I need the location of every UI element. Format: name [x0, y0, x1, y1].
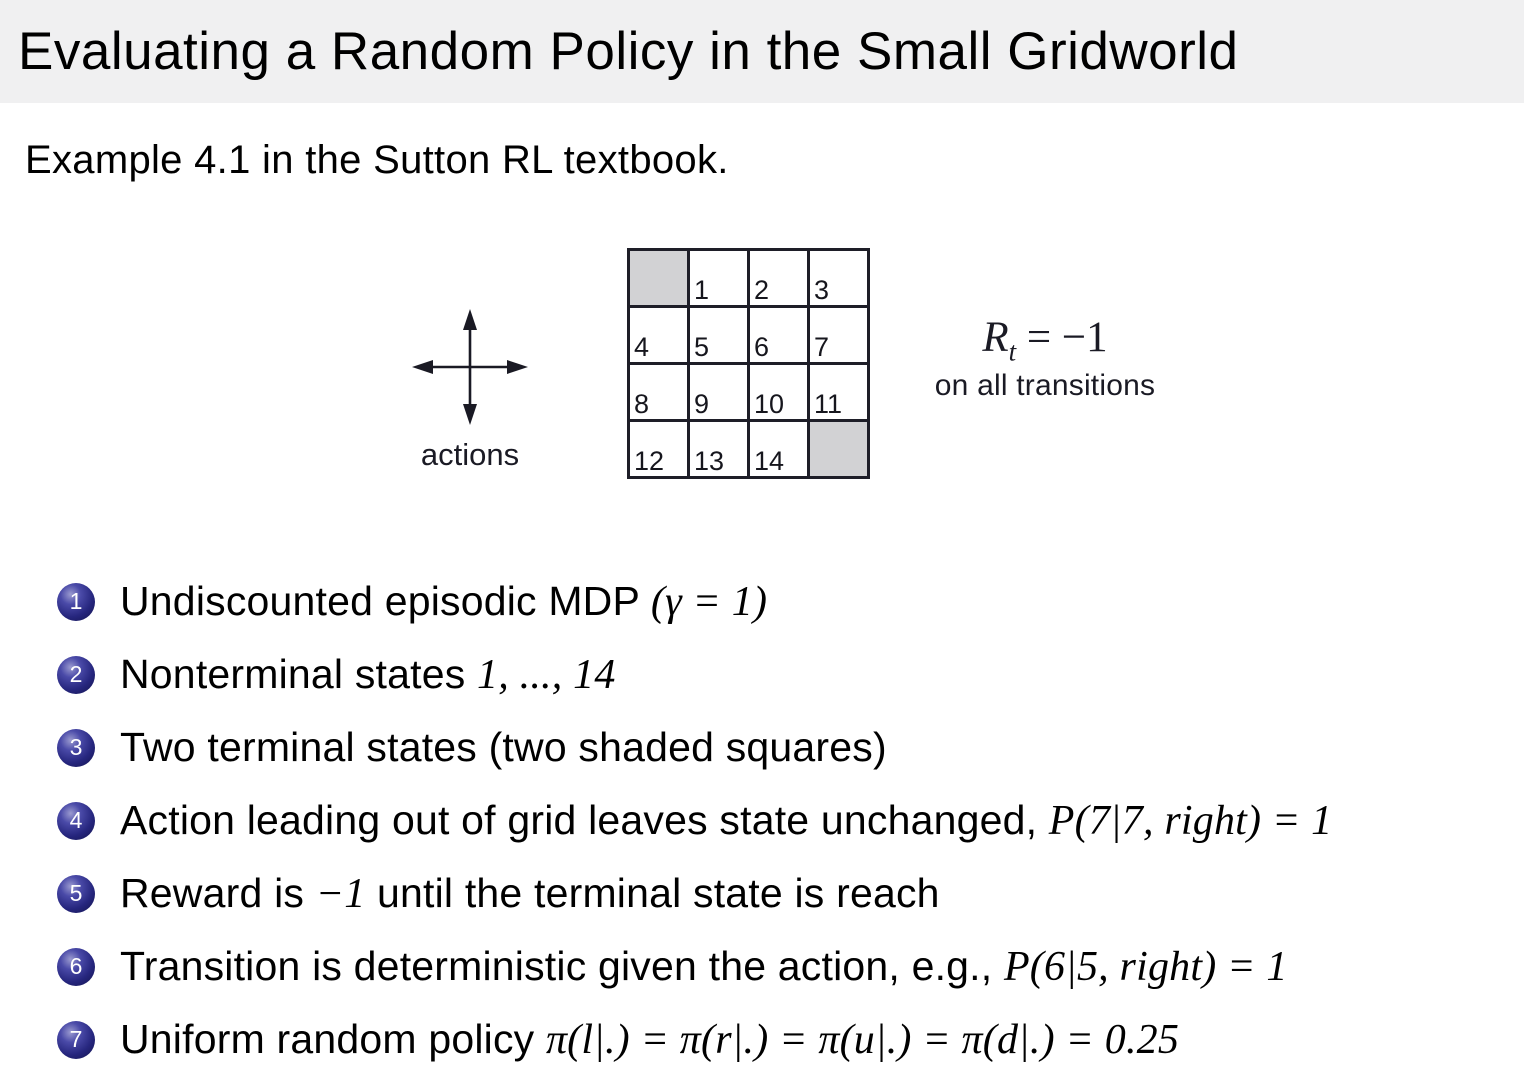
item-text: Transition is deterministic given the action, e.g., — [120, 942, 1004, 989]
list-item-text — [120, 578, 767, 626]
reward-symbol: R — [982, 314, 1009, 361]
actions-cross-icon — [407, 304, 533, 430]
list-item — [57, 650, 1517, 698]
grid-cell: 9 — [689, 364, 749, 421]
item-text: Two terminal states (two shaded squares) — [120, 723, 887, 770]
grid-cell: 1 — [689, 250, 749, 307]
item-math: 1, ..., 14 — [477, 651, 616, 698]
grid-cell: 7 — [809, 307, 869, 364]
grid-cell: 13 — [689, 421, 749, 478]
item-math: π(l|.) = π(r|.) = π(u|.) = π(d|.) = 0.25 — [545, 1016, 1180, 1063]
bullet-list — [57, 577, 1517, 1080]
item-text: Uniform random policy — [120, 1015, 546, 1062]
grid-row — [629, 364, 869, 421]
reward-annotation — [925, 315, 1165, 403]
grid-cell: 14 — [749, 421, 809, 478]
item-text: until the terminal state is reach — [365, 869, 940, 916]
item-math: P(7|7, right) = 1 — [1048, 797, 1333, 844]
item-math: P(6|5, right) = 1 — [1003, 943, 1288, 990]
grid-cell: 8 — [629, 364, 689, 421]
item-math: −1 — [315, 870, 366, 917]
list-item-text — [120, 1016, 1179, 1064]
grid-cell-terminal — [809, 421, 869, 478]
enum-ball-icon: 3 — [57, 729, 95, 767]
grid-cell: 4 — [629, 307, 689, 364]
item-text: Undiscounted episodic MDP — [120, 577, 651, 624]
gridworld-grid — [627, 248, 870, 479]
list-item — [57, 723, 1517, 770]
reward-caption: on all transitions — [934, 368, 1156, 402]
list-item — [57, 1015, 1517, 1063]
list-item-text — [120, 651, 616, 699]
grid-cell: 11 — [809, 364, 869, 421]
list-item-text — [120, 943, 1288, 991]
grid-cell: 5 — [689, 307, 749, 364]
grid-cell-terminal — [629, 250, 689, 307]
grid-row — [629, 307, 869, 364]
enum-ball-icon: 7 — [57, 1021, 95, 1059]
grid-cell: 3 — [809, 250, 869, 307]
list-item — [57, 577, 1517, 625]
reward-equation — [925, 315, 1165, 366]
item-text: Action leading out of grid leaves state unchanged, — [120, 796, 1049, 843]
enum-ball-icon: 6 — [57, 948, 95, 986]
enum-ball-icon: 4 — [57, 802, 95, 840]
reward-value: = −1 — [1016, 314, 1108, 361]
grid-cell: 10 — [749, 364, 809, 421]
enum-ball-icon: 2 — [57, 656, 95, 694]
item-math: (γ = 1) — [650, 578, 768, 625]
list-item — [57, 869, 1517, 917]
list-item-text — [120, 724, 887, 772]
list-item — [57, 796, 1517, 844]
grid-cell: 6 — [749, 307, 809, 364]
grid-row — [629, 421, 869, 478]
enum-ball-icon: 5 — [57, 875, 95, 913]
grid-cell: 2 — [749, 250, 809, 307]
reward-subscript: t — [1008, 336, 1017, 367]
subtitle: Example 4.1 in the Sutton RL textbook. — [25, 138, 729, 182]
item-text: Reward is — [120, 869, 316, 916]
page-title: Evaluating a Random Policy in the Small Gridworld — [18, 22, 1239, 81]
enum-ball-icon: 1 — [57, 583, 95, 621]
list-item-text — [120, 870, 940, 918]
item-text: Nonterminal states — [120, 650, 478, 697]
list-item — [57, 942, 1517, 990]
grid-row — [629, 250, 869, 307]
grid-cell: 12 — [629, 421, 689, 478]
list-item-text — [120, 797, 1332, 845]
actions-label: actions — [420, 437, 520, 472]
